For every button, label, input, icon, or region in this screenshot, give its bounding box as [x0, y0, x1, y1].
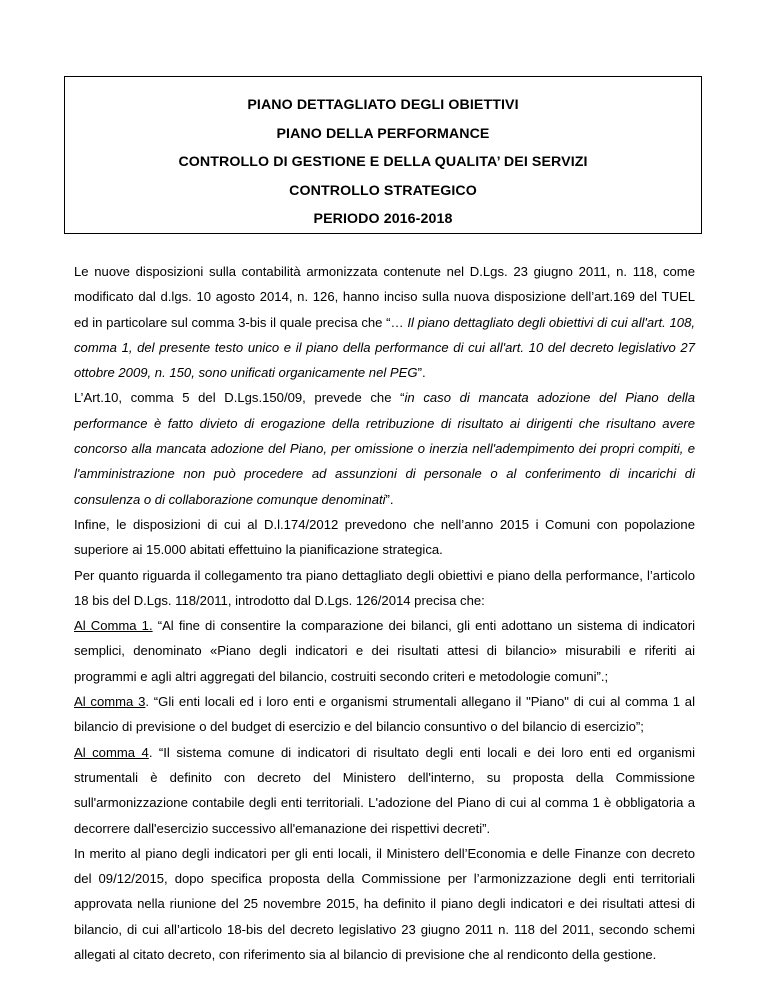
paragraph-art18bis: Per quanto riguarda il collegamento tra piano dettagliato degli obiettivi e piano della performance, l’articolo 18 bis del D.Lgs. 118/2011, introdotto dal D.Lgs. 126/2014 precisa che: [74, 567, 695, 608]
comma-4-label: Al comma 4 [74, 744, 149, 760]
paragraph-tuel [74, 259, 695, 385]
title-line-5: PERIODO 2016-2018 [313, 211, 453, 228]
title-line-3: CONTROLLO DI GESTIONE E DELLA QUALITA’ DEI SERVIZI [178, 154, 588, 171]
title-line-4: CONTROLLO STRATEGICO [289, 182, 477, 199]
title-line-1: PIANO DETTAGLIATO DEGLI OBIETTIVI [247, 97, 519, 113]
paragraph-dl174: Infine, le disposizioni di cui al D.l.174/2012 prevedono che nell’anno 2015 i Comuni con popolazione superiore ai 15.000 abitati effettuino la pianificazione strategica. [74, 516, 695, 558]
title-line-2: PIANO DELLA PERFORMANCE [276, 125, 490, 142]
paragraph-tuel-end: ”. [417, 365, 426, 381]
paragraph-tuel-text: Le nuove disposizioni sulla contabilità armonizzata contenute nel D.Lgs. 23 giugno 2011, n. 118, come modificato dal d.lgs. 10 agosto 2014, n. 126, hanno inciso sulla nuova disposizione dell’art.169 del TUEL ed in particolare sul comma 3-bis il quale precisa che “… [74, 264, 695, 330]
paragraph-comma-4 [74, 740, 695, 841]
paragraph-dlgs150-end: ”. [385, 491, 394, 507]
comma-3-label: Al comma 3 [74, 694, 146, 710]
paragraph-dlgs150-quote: in caso di mancata adozione del Piano della performance è fatto divieto di erogazione della retribuzione di risultato ai dirigenti che risultano avere concorso alla mancata adozione del Piano, per omissione o inerzia nell'adempimento dei propri compiti, e l'amministrazione non può procedere ad assunzioni di personale o al conferimento di incarichi di consulenza o di collaborazione comunque denominati [74, 390, 695, 507]
document-body [74, 259, 695, 967]
comma-4-text: . “Il sistema comune di indicatori di risultato degli enti locali e dei loro enti ed organismi strumentali è definito con decreto del Ministero dell'interno, su proposta della Commissione sull'armonizzazione contabile degli enti territoriali. L'adozione del Piano di cui al comma 1 è obbligatoria a decorrere dall'esercizio successivo all'emanazione dei rispettivi decreti”. [74, 744, 695, 836]
comma-1-text: “Al fine di consentire la comparazione dei bilanci, gli enti adottano un sistema di indicatori semplici, denominato «Piano degli indicatori e dei risultati attesi di bilancio» misurabili e riferiti ai programmi e agli altri aggregati del bilancio, costruiti secondo criteri e metodologie comuni”.; [74, 618, 695, 684]
title-box [64, 76, 702, 234]
paragraph-tuel-quote: Il piano dettagliato degli obiettivi di cui all'art. 108, comma 1, del presente testo unico e il piano della performance di cui all'art. 10 del decreto legislativo 27 ottobre 2009, n. 150, sono unificati organicamente nel PEG [74, 314, 695, 381]
comma-3-text: . “Gli enti locali ed i loro enti e organismi strumentali allegano il "Piano" di cui al comma 1 al bilancio di previsione o del budget di esercizio e del bilancio consuntivo o del bilancio di esercizio”; [74, 694, 695, 735]
paragraph-dlgs150 [74, 385, 695, 511]
paragraph-comma-3 [74, 689, 695, 740]
comma-1-label: Al Comma 1. [74, 618, 153, 634]
paragraph-dlgs150-text: L’Art.10, comma 5 del D.Lgs.150/09, prevede che “ [74, 390, 405, 406]
paragraph-comma-1 [74, 613, 695, 689]
paragraph-mef-decree: In merito al piano degli indicatori per gli enti locali, il Ministero dell’Economia e delle Finanze con decreto del 09/12/2015, dopo specifica proposta della Commissione per l’armonizzazione degli enti territoriali approvata nella riunione del 25 novembre 2015, ha definito il piano degli indicatori e dei risultati attesi di bilancio, di cui all’articolo 18-bis del decreto legislativo 23 giugno 2011 n. 118 del 2011, secondo schemi allegati al citato decreto, con riferimento sia al bilancio di previsione che al rendiconto della gestione. [74, 845, 695, 963]
